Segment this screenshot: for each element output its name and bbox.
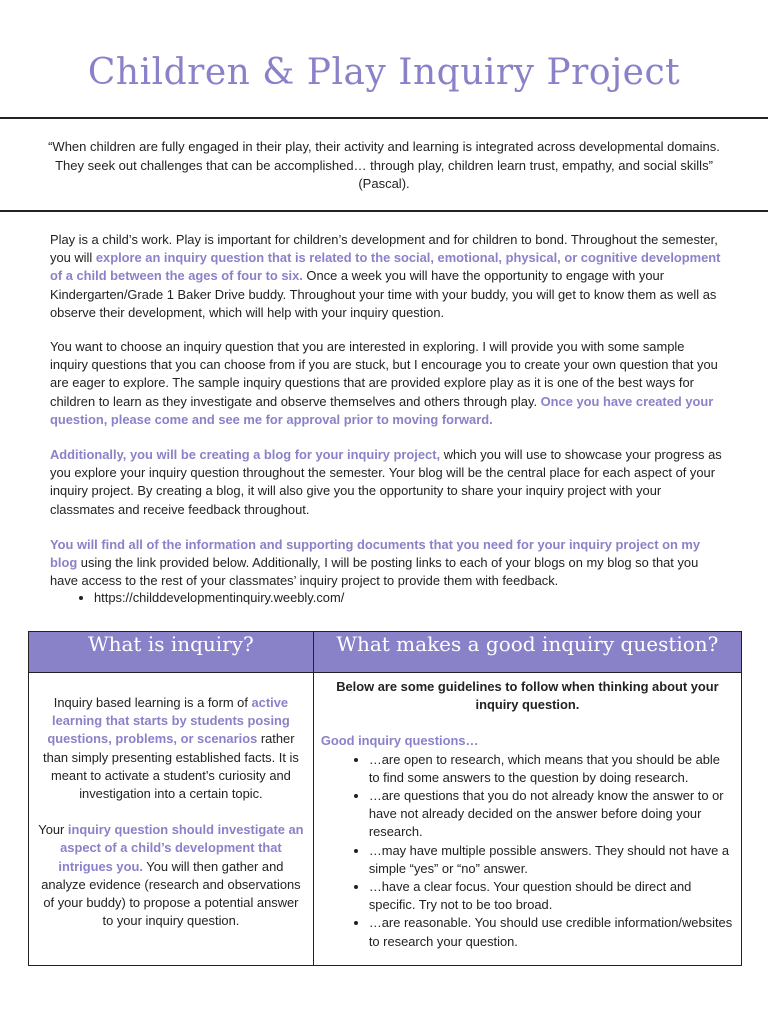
paragraph-intro: Play is a child’s work. Play is important for children’s development and for children to bond. Throughout the semester, you will explore an inquiry question that is related to the social, emotional, physical, or cognitive development of a child between the ages of four to six. Once a week you will have the opportunity to engage with your Kindergarten/Grade 1 Baker Drive buddy. Throughout your time with your buddy, you will get to know them as well as observe their development, which will help with your inquiry question. [50,232,721,320]
paragraph-resources: You will find all of the information and supporting documents that you need for your inquiry project on my blog using the link provided below. Additionally, I will be posting links to each of your blogs on my blog so that you have access to the rest of your classmates’ inquiry project to provide them with feedback. [50,537,701,589]
page-title: Children & Play Inquiry Project [87,52,681,93]
paragraph-question: You want to choose an inquiry question that you are interested in exploring. I will provide you with some sample inquiry questions that you can choose from if you are stuck, but I encourage you to create your own question that you are eager to explore. The sample inquiry questions that are provided explore play as it is one of the best ways for children to learn as they investigate and observe themselves and others through play. Once you have created your question, please come and see me for approval prior to moving forward. [50,339,718,427]
divider [0,210,768,212]
what-is-inquiry-header: What is inquiry? [29,632,314,673]
criteria-item: • …are reasonable. You should use credible information/websites to research your question. [369,914,734,950]
blog-link[interactable]: • https://childdevelopmentinquiry.weebly.com/ [94,590,344,605]
criteria-item: • …are questions that you do not already know the answer to or have not already decided on the answer before doing your research. [369,787,734,842]
criteria-list [321,751,734,951]
divider [0,117,768,119]
good-question-cell [313,673,741,966]
guidelines-heading: Below are some guidelines to follow when thinking about your inquiry question. [336,679,719,713]
criteria-item: • …are open to research, which means that you should be able to find some answers to the question by doing research. [369,751,734,787]
inquiry-table [28,631,742,966]
good-question-header: What makes a good inquiry question? [313,632,741,673]
what-is-inquiry-cell [29,673,314,966]
intro-quote: “When children are fully engaged in their play, their activity and learning is integrated across developmental domains. They seek out challenges that can be accomplished… through play, children learn trust, empathy, and social skills” (Pascal). [48,139,720,191]
inquiry-question-description: Your inquiry question should investigate an aspect of a child’s development that intrigues you. You will then gather and analyze evidence (research and observations of your buddy) to propose a potential answer to your inquiry question. [38,822,304,929]
paragraph-blog: Additionally, you will be creating a blog for your inquiry project, which you will use to showcase your progress as you explore your inquiry question throughout the semester. Your blog will be the central place for each aspect of your inquiry project. By creating a blog, it will also give you the opportunity to share your inquiry project with your classmates and receive feedback throughout. [50,447,722,517]
criteria-item: • …have a clear focus. Your question should be direct and specific. Try not to be too broad. [369,878,734,914]
link-list [50,590,344,605]
inquiry-definition: Inquiry based learning is a form of active learning that starts by students posing questions, problems, or scenarios rather than simply presenting established facts. It is meant to activate a student’s curiosity and investigation into a certain topic. [43,695,299,802]
criteria-item: • …may have multiple possible answers. They should not have a simple “yes” or “no” answer. [369,842,734,878]
good-questions-label: Good inquiry questions… [320,733,479,749]
